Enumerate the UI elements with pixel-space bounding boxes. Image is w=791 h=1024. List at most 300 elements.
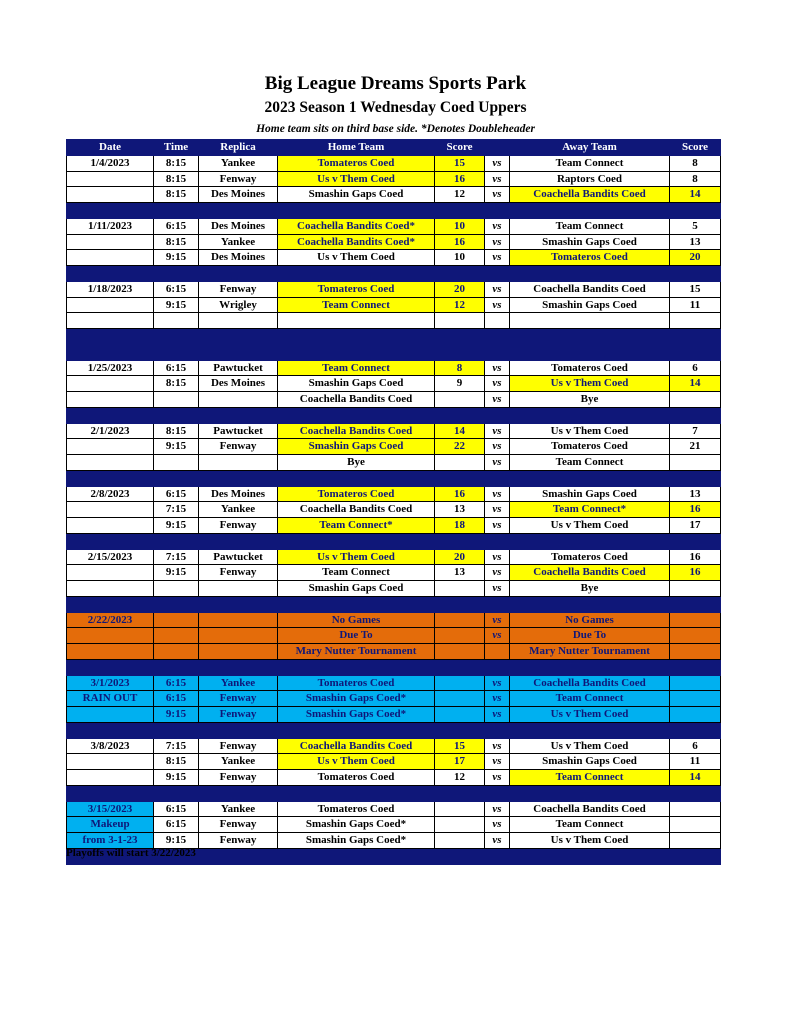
vs-cell: vs [485,439,510,455]
date-cell [67,171,154,187]
replica-cell [199,612,278,628]
game-row [67,691,721,707]
replica-cell: Fenway [199,770,278,786]
away-score-cell [670,455,721,471]
away-team-cell: Us v Them Coed [510,423,670,439]
document-subtitle: 2023 Season 1 Wednesday Coed Uppers [264,99,527,116]
game-row [67,218,721,234]
away-team-cell: Mary Nutter Tournament [510,644,670,660]
date-cell: 3/1/2023 [67,675,154,691]
home-score-cell: 17 [435,754,485,770]
away-score-cell: 8 [670,155,721,171]
home-team-cell: Tomateros Coed [278,281,435,297]
away-score-cell: 17 [670,518,721,534]
home-score-cell: 16 [435,234,485,250]
separator-cell [154,266,199,282]
home-score-cell: 10 [435,250,485,266]
date-cell [67,455,154,471]
time-cell: 6:15 [154,486,199,502]
separator-cell [278,266,435,282]
home-score-cell: 22 [435,439,485,455]
separator-cell [485,722,510,738]
separator-cell [485,848,510,864]
away-team-cell: Coachella Bandits Coed [510,187,670,203]
game-row [67,565,721,581]
separator-cell [199,722,278,738]
time-cell: 6:15 [154,281,199,297]
time-cell: 8:15 [154,423,199,439]
header-row [67,140,721,156]
separator-cell [435,848,485,864]
separator-cell [154,203,199,219]
away-score-cell: 14 [670,770,721,786]
playoffs-note: Playoffs will start 3/22/2023 [66,847,196,859]
game-row [67,439,721,455]
time-cell [154,644,199,660]
separator-cell [510,785,670,801]
away-team-cell: No Games [510,612,670,628]
vs-cell: vs [485,187,510,203]
home-score-cell: 18 [435,518,485,534]
vs-cell: vs [485,455,510,471]
separator-cell [278,344,435,360]
time-cell [154,612,199,628]
home-team-cell: Tomateros Coed [278,770,435,786]
home-score-cell: 20 [435,549,485,565]
home-team-cell: Coachella Bandits Coed [278,502,435,518]
game-row [67,581,721,597]
separator-cell [670,470,721,486]
home-team-cell: Coachella Bandits Coed [278,392,435,408]
vs-cell: vs [485,691,510,707]
separator-cell [435,470,485,486]
separator-cell [67,785,154,801]
date-cell [67,187,154,203]
date-cell: 2/8/2023 [67,486,154,502]
home-score-cell: 13 [435,502,485,518]
replica-cell: Fenway [199,171,278,187]
away-score-cell: 14 [670,187,721,203]
separator-cell [435,203,485,219]
time-cell: 9:15 [154,833,199,849]
home-score-cell [435,675,485,691]
date-cell [67,250,154,266]
home-score-cell [435,644,485,660]
replica-cell: Fenway [199,439,278,455]
game-row [67,801,721,817]
away-team-cell: Raptors Coed [510,171,670,187]
document-note: Home team sits on third base side. *Denotes Doubleheader [256,123,535,135]
home-score-cell [435,833,485,849]
date-cell [67,644,154,660]
separator-cell [199,848,278,864]
date-cell [67,518,154,534]
separator-cell [510,203,670,219]
separator-cell [278,203,435,219]
separator-cell [435,722,485,738]
vs-cell: vs [485,817,510,833]
replica-cell [199,581,278,597]
separator-cell [670,533,721,549]
game-row [67,187,721,203]
home-score-cell [435,801,485,817]
date-cell [67,313,154,329]
separator-cell [485,203,510,219]
date-cell: 2/1/2023 [67,423,154,439]
game-row [67,455,721,471]
away-team-cell: Smashin Gaps Coed [510,486,670,502]
time-cell: 9:15 [154,439,199,455]
separator-cell [485,533,510,549]
home-score-cell: 20 [435,281,485,297]
vs-cell: vs [485,155,510,171]
separator-cell [278,722,435,738]
game-row [67,707,721,723]
replica-cell: Fenway [199,817,278,833]
replica-cell: Des Moines [199,250,278,266]
game-row [67,281,721,297]
home-score-cell [435,612,485,628]
home-team-cell: Team Connect [278,297,435,313]
separator-cell [154,470,199,486]
time-cell [154,313,199,329]
separator-cell [154,329,199,345]
separator-cell [199,344,278,360]
date-cell [67,502,154,518]
time-cell: 7:15 [154,549,199,565]
separator-cell [67,533,154,549]
time-cell: 7:15 [154,502,199,518]
game-row [67,754,721,770]
col-header-away-score: Score [670,140,721,156]
game-row [67,171,721,187]
separator-cell [510,344,670,360]
away-team-cell: Team Connect [510,770,670,786]
separator-cell [67,203,154,219]
separator-cell [154,659,199,675]
separator-cell [485,785,510,801]
separator-cell [670,722,721,738]
away-team-cell: Coachella Bandits Coed [510,801,670,817]
separator-cell [199,329,278,345]
home-score-cell: 10 [435,218,485,234]
replica-cell: Yankee [199,155,278,171]
date-cell: 3/15/2023 [67,801,154,817]
vs-cell: vs [485,612,510,628]
vs-cell: vs [485,675,510,691]
away-team-cell: Tomateros Coed [510,360,670,376]
home-team-cell [278,313,435,329]
home-score-cell: 12 [435,297,485,313]
home-team-cell: Coachella Bandits Coed [278,423,435,439]
separator-cell [670,848,721,864]
away-team-cell: Us v Them Coed [510,518,670,534]
time-cell: 6:15 [154,691,199,707]
vs-cell: vs [485,234,510,250]
away-score-cell: 15 [670,281,721,297]
game-row [67,234,721,250]
home-team-cell: Mary Nutter Tournament [278,644,435,660]
vs-cell: vs [485,833,510,849]
home-team-cell: Us v Them Coed [278,250,435,266]
col-header-date: Date [67,140,154,156]
separator-cell [199,596,278,612]
away-score-cell [670,644,721,660]
time-cell [154,455,199,471]
game-row [67,313,721,329]
vs-cell: vs [485,549,510,565]
week-separator [67,722,721,738]
col-header-vs [485,140,510,156]
home-team-cell: Bye [278,455,435,471]
game-row [67,833,721,849]
replica-cell [199,628,278,644]
time-cell: 6:15 [154,675,199,691]
game-row [67,628,721,644]
separator-cell [510,659,670,675]
separator-cell [485,344,510,360]
vs-cell: vs [485,281,510,297]
home-score-cell: 16 [435,486,485,502]
away-team-cell: Smashin Gaps Coed [510,234,670,250]
week-separator [67,659,721,675]
week-separator [67,533,721,549]
separator-cell [670,785,721,801]
away-score-cell: 8 [670,171,721,187]
away-team-cell: Coachella Bandits Coed [510,565,670,581]
vs-cell [485,313,510,329]
separator-cell [485,659,510,675]
away-team-cell: Team Connect* [510,502,670,518]
vs-cell: vs [485,770,510,786]
away-score-cell [670,612,721,628]
game-row [67,817,721,833]
vs-cell: vs [485,707,510,723]
away-team-cell: Coachella Bandits Coed [510,281,670,297]
separator-cell [670,344,721,360]
vs-cell: vs [485,486,510,502]
time-cell: 9:15 [154,565,199,581]
away-score-cell: 16 [670,549,721,565]
week-separator [67,203,721,219]
game-row [67,250,721,266]
col-header-time: Time [154,140,199,156]
home-score-cell: 16 [435,171,485,187]
away-team-cell: Team Connect [510,455,670,471]
replica-cell [199,313,278,329]
time-cell: 9:15 [154,770,199,786]
date-cell: 3/8/2023 [67,738,154,754]
separator-cell [435,344,485,360]
time-cell: 8:15 [154,754,199,770]
separator-cell [199,533,278,549]
separator-cell [510,722,670,738]
away-team-cell: Us v Them Coed [510,833,670,849]
away-score-cell [670,581,721,597]
col-header-home-score: Score [435,140,485,156]
time-cell: 9:15 [154,250,199,266]
away-team-cell: Tomateros Coed [510,549,670,565]
separator-cell [199,785,278,801]
home-score-cell [435,455,485,471]
game-row [67,612,721,628]
game-row [67,392,721,408]
replica-cell: Pawtucket [199,360,278,376]
away-team-cell: Team Connect [510,218,670,234]
date-cell: RAIN OUT [67,691,154,707]
vs-cell: vs [485,502,510,518]
separator-cell [670,596,721,612]
separator-cell [67,659,154,675]
separator-cell [670,659,721,675]
home-score-cell: 15 [435,738,485,754]
away-score-cell: 11 [670,754,721,770]
separator-cell [435,407,485,423]
away-score-cell [670,801,721,817]
separator-cell [670,329,721,345]
home-team-cell: Smashin Gaps Coed* [278,707,435,723]
vs-cell: vs [485,360,510,376]
away-score-cell: 6 [670,360,721,376]
away-score-cell: 16 [670,502,721,518]
home-score-cell: 12 [435,770,485,786]
game-row [67,738,721,754]
away-team-cell: Team Connect [510,691,670,707]
separator-cell [67,596,154,612]
date-cell: 1/4/2023 [67,155,154,171]
separator-cell [199,659,278,675]
vs-cell: vs [485,628,510,644]
time-cell: 9:15 [154,297,199,313]
vs-cell: vs [485,754,510,770]
date-cell [67,297,154,313]
home-team-cell: Team Connect* [278,518,435,534]
away-score-cell: 5 [670,218,721,234]
vs-cell: vs [485,565,510,581]
separator-cell [510,266,670,282]
home-team-cell: Smashin Gaps Coed [278,439,435,455]
vs-cell: vs [485,171,510,187]
away-team-cell: Smashin Gaps Coed [510,297,670,313]
vs-cell: vs [485,518,510,534]
separator-cell [154,722,199,738]
game-row [67,486,721,502]
away-team-cell: Team Connect [510,155,670,171]
date-cell: Makeup [67,817,154,833]
week-separator [67,596,721,612]
document-title: Big League Dreams Sports Park [264,73,527,94]
home-score-cell: 9 [435,376,485,392]
away-score-cell [670,833,721,849]
away-team-cell [510,313,670,329]
separator-cell [199,203,278,219]
vs-cell: vs [485,376,510,392]
separator-cell [199,470,278,486]
home-team-cell: Coachella Bandits Coed* [278,234,435,250]
away-score-cell: 11 [670,297,721,313]
home-score-cell [435,313,485,329]
home-score-cell: 13 [435,565,485,581]
date-cell [67,770,154,786]
game-row [67,502,721,518]
time-cell: 7:15 [154,738,199,754]
date-cell [67,439,154,455]
away-team-cell: Bye [510,581,670,597]
away-team-cell: Coachella Bandits Coed [510,675,670,691]
col-header-replica: Replica [199,140,278,156]
time-cell: 8:15 [154,234,199,250]
home-team-cell: Coachella Bandits Coed [278,738,435,754]
separator-cell [278,848,435,864]
separator-cell [154,407,199,423]
date-cell: from 3-1-23 [67,833,154,849]
week-separator [67,470,721,486]
replica-cell: Fenway [199,565,278,581]
separator-cell [670,407,721,423]
time-cell: 9:15 [154,707,199,723]
home-score-cell [435,707,485,723]
separator-cell [278,659,435,675]
separator-cell [278,470,435,486]
replica-cell: Des Moines [199,486,278,502]
game-row [67,360,721,376]
schedule-body [67,155,721,864]
away-team-cell: Smashin Gaps Coed [510,754,670,770]
vs-cell: vs [485,738,510,754]
game-row [67,155,721,171]
date-cell [67,754,154,770]
replica-cell: Des Moines [199,376,278,392]
away-score-cell: 7 [670,423,721,439]
replica-cell: Fenway [199,738,278,754]
separator-cell [510,470,670,486]
separator-cell [485,407,510,423]
home-team-cell: Us v Them Coed [278,754,435,770]
separator-cell [435,596,485,612]
vs-cell [485,644,510,660]
replica-cell: Pawtucket [199,423,278,439]
replica-cell [199,644,278,660]
game-row [67,675,721,691]
away-team-cell: Us v Them Coed [510,707,670,723]
separator-cell [154,785,199,801]
separator-cell [485,329,510,345]
time-cell: 6:15 [154,801,199,817]
home-team-cell: Due To [278,628,435,644]
game-row [67,770,721,786]
week-separator [67,344,721,360]
date-cell: 1/18/2023 [67,281,154,297]
time-cell: 8:15 [154,376,199,392]
away-team-cell: Bye [510,392,670,408]
replica-cell: Fenway [199,281,278,297]
home-team-cell: Tomateros Coed [278,675,435,691]
home-team-cell: Coachella Bandits Coed* [278,218,435,234]
away-team-cell: Tomateros Coed [510,439,670,455]
away-team-cell: Team Connect [510,817,670,833]
away-team-cell: Due To [510,628,670,644]
home-team-cell: Smashin Gaps Coed [278,376,435,392]
date-cell [67,376,154,392]
separator-cell [278,785,435,801]
vs-cell: vs [485,423,510,439]
away-score-cell: 16 [670,565,721,581]
home-team-cell: Team Connect [278,360,435,376]
time-cell: 6:15 [154,817,199,833]
separator-cell [510,407,670,423]
time-cell: 6:15 [154,218,199,234]
home-team-cell: Smashin Gaps Coed [278,187,435,203]
